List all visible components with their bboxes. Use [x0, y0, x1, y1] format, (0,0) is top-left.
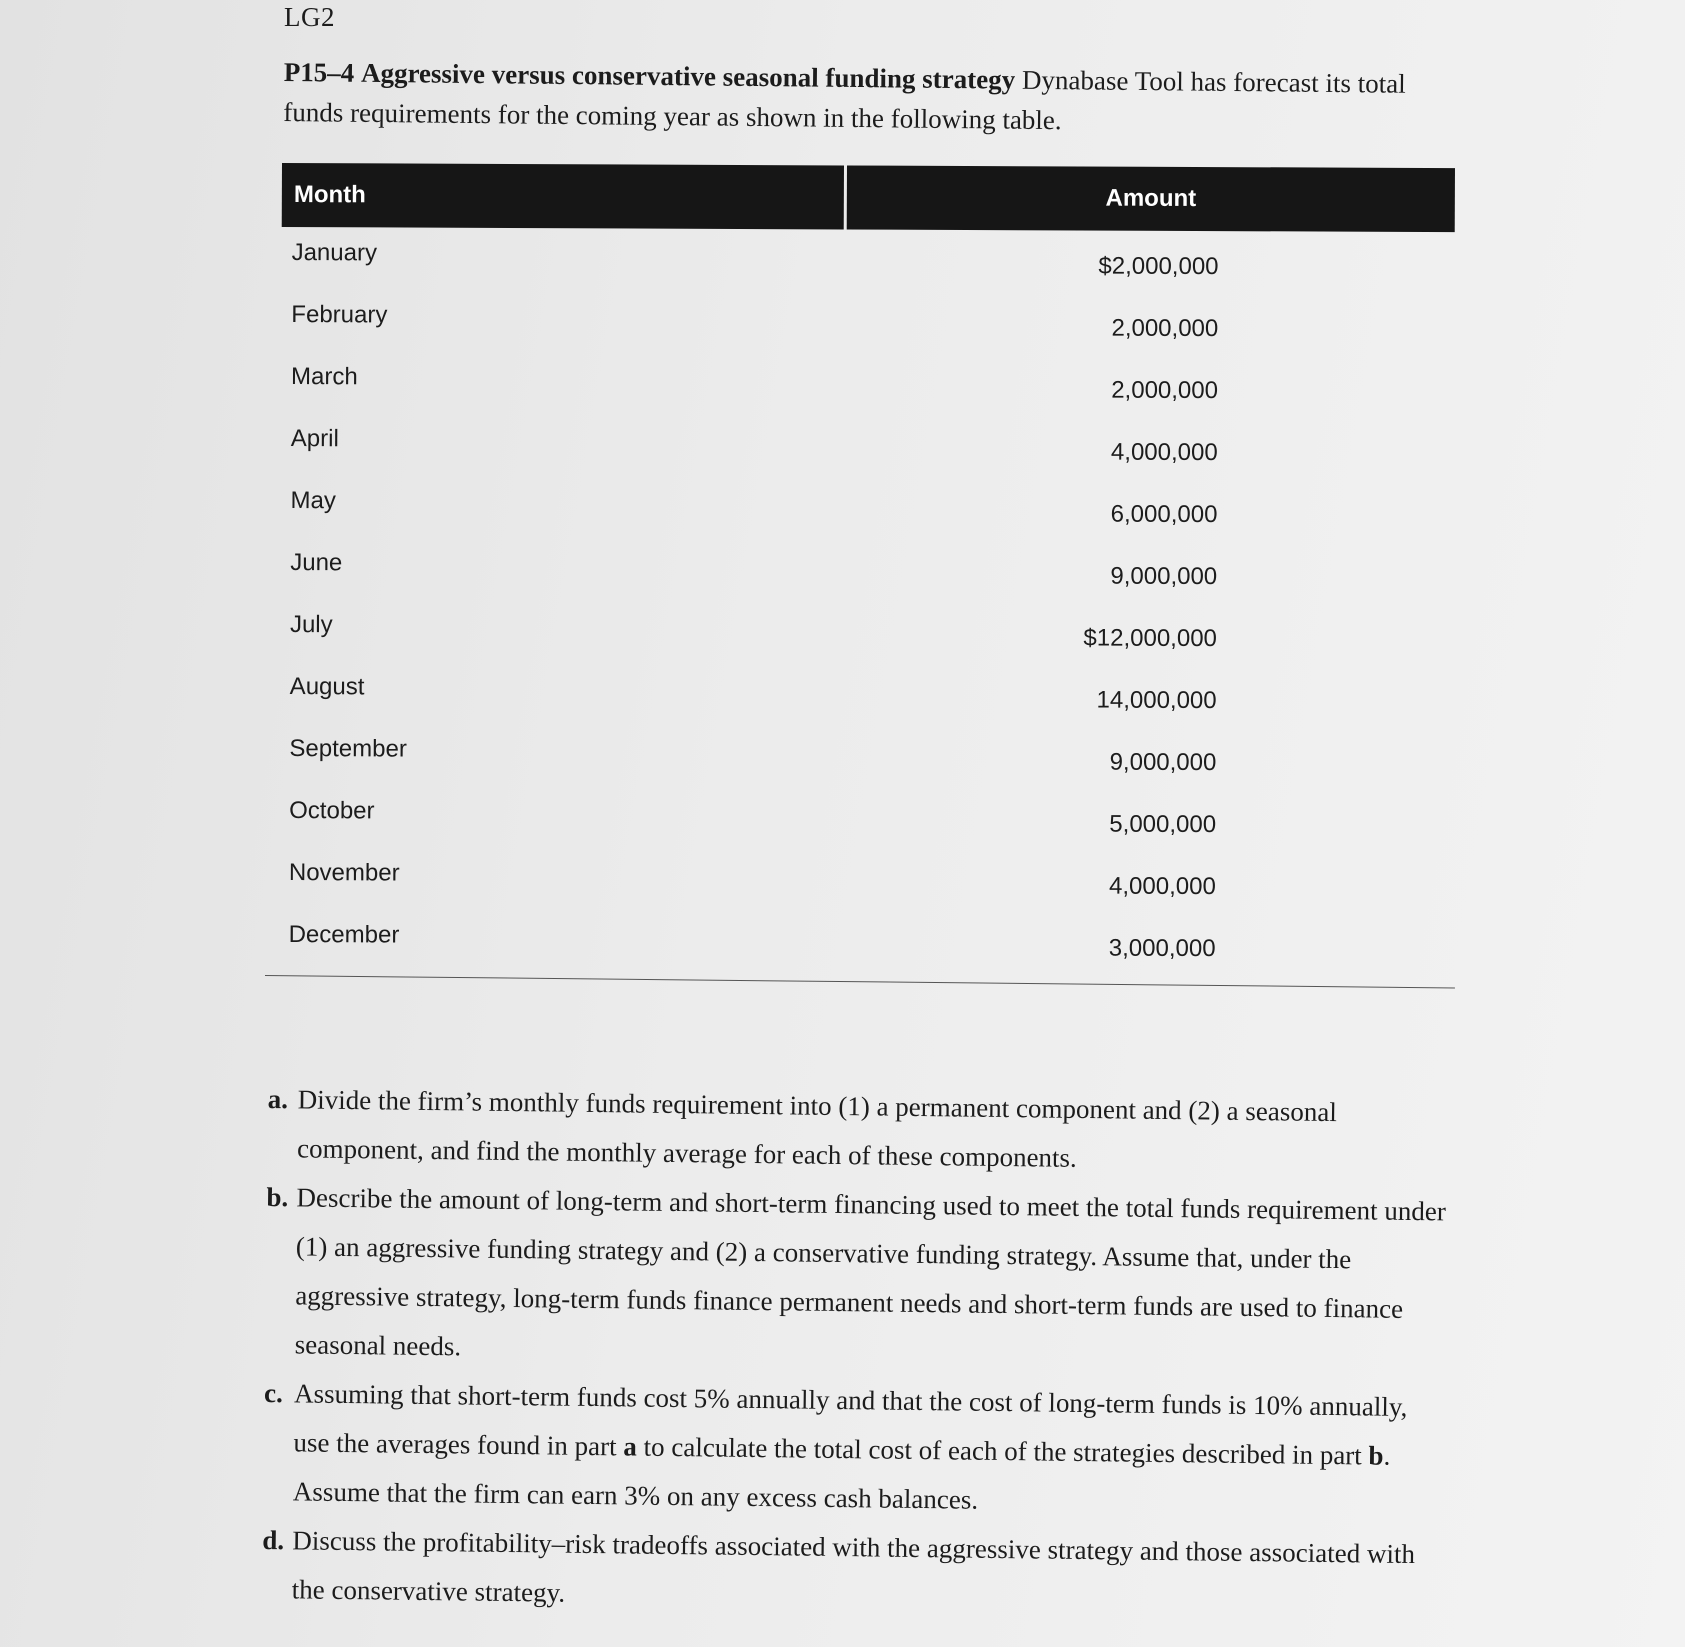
amount-cell: $2,000,000 — [1098, 252, 1219, 281]
question-b-letter: b. — [266, 1181, 289, 1213]
question-d-letter: d. — [262, 1524, 285, 1556]
month-cell: November — [288, 859, 400, 887]
problem-text: Dynabase Tool has forecast its total funds requirements for the coming year as shown in the following table. — [283, 64, 1406, 136]
amount-cell: $12,000,000 — [1083, 624, 1217, 653]
amount-cell: 4,000,000 — [1110, 438, 1218, 467]
month-cell: September — [289, 735, 407, 763]
amount-cell: 9,000,000 — [1109, 748, 1217, 777]
problem-title: Aggressive versus conservative seasonal funding strategy — [360, 57, 1016, 95]
question-c-letter: c. — [263, 1377, 284, 1409]
question-a — [267, 1075, 1448, 1187]
question-d-text: Discuss the profitability–risk tradeoffs associated with the aggressive strategy and those associated with the conservative strategy. — [291, 1525, 1416, 1608]
month-cell: December — [288, 921, 400, 949]
table-row — [281, 351, 1454, 418]
table-row — [280, 475, 1453, 542]
table-bottom-rule — [265, 975, 1455, 988]
question-a-text: Divide the firm’s monthly funds requirement into (1) a permanent component and (2) a seasonal component, and find the monthly average for each of these components. — [296, 1084, 1338, 1173]
month-cell: February — [291, 301, 388, 329]
question-list — [261, 1075, 1447, 1628]
question-a-letter: a. — [267, 1083, 289, 1115]
table-header — [282, 163, 1455, 232]
question-c-text — [293, 1369, 1445, 1530]
problem-intro — [283, 52, 1464, 144]
question-c-text-part1: Assuming that short-term funds cost 5% annually and that the cost of long-term funds is 10% annually, use the averages found in part — [293, 1378, 1408, 1462]
amount-cell: 9,000,000 — [1110, 562, 1218, 591]
question-d — [261, 1516, 1442, 1628]
question-b-text: Describe the amount of long-term and short-term financing used to meet the total funds requirement under (1) an aggressive funding strategy and (2) a conservative funding strategy. Assume that, under the aggressive strategy, long-term funds finance permanent needs and short-term funds are used to finance seasonal needs. — [294, 1182, 1447, 1362]
table-body — [278, 227, 1454, 976]
month-cell: August — [289, 673, 365, 701]
month-cell: May — [290, 487, 336, 515]
month-cell: July — [289, 611, 333, 639]
month-cell: March — [291, 363, 358, 391]
table-row — [279, 723, 1452, 790]
amount-cell: 6,000,000 — [1110, 500, 1218, 529]
month-cell: January — [291, 239, 378, 267]
question-c-ref-a: a — [623, 1431, 638, 1462]
table-row — [281, 227, 1454, 294]
learning-goal-tag: LG2 — [284, 2, 335, 32]
table-row — [279, 847, 1452, 914]
question-c — [263, 1369, 1445, 1530]
problem-number: P15–4 — [283, 56, 355, 88]
month-cell: October — [289, 797, 375, 825]
month-cell: June — [290, 549, 343, 577]
question-b — [264, 1173, 1446, 1383]
table-row — [281, 289, 1454, 356]
table-row — [280, 537, 1453, 604]
question-c-text-part3: . Assume that the firm can earn 3% on any excess cash balances. — [292, 1440, 1391, 1515]
column-header-month: Month — [282, 163, 844, 229]
table-row — [280, 599, 1453, 666]
amount-cell: 14,000,000 — [1096, 686, 1217, 715]
table-row — [281, 413, 1454, 480]
table-row — [278, 909, 1451, 976]
amount-cell: 5,000,000 — [1109, 810, 1217, 839]
amount-cell: 2,000,000 — [1111, 376, 1219, 405]
question-c-ref-b: b — [1368, 1440, 1384, 1471]
column-header-amount: Amount — [847, 165, 1455, 232]
table-row — [279, 785, 1452, 852]
amount-cell: 4,000,000 — [1109, 872, 1216, 901]
month-cell: April — [290, 425, 339, 453]
table-row — [280, 661, 1453, 728]
amount-cell: 3,000,000 — [1108, 934, 1216, 963]
funds-requirements-table — [278, 163, 1455, 976]
amount-cell: 2,000,000 — [1111, 314, 1219, 343]
question-c-text-part2: to calculate the total cost of each of the strategies described in part — [636, 1431, 1369, 1471]
